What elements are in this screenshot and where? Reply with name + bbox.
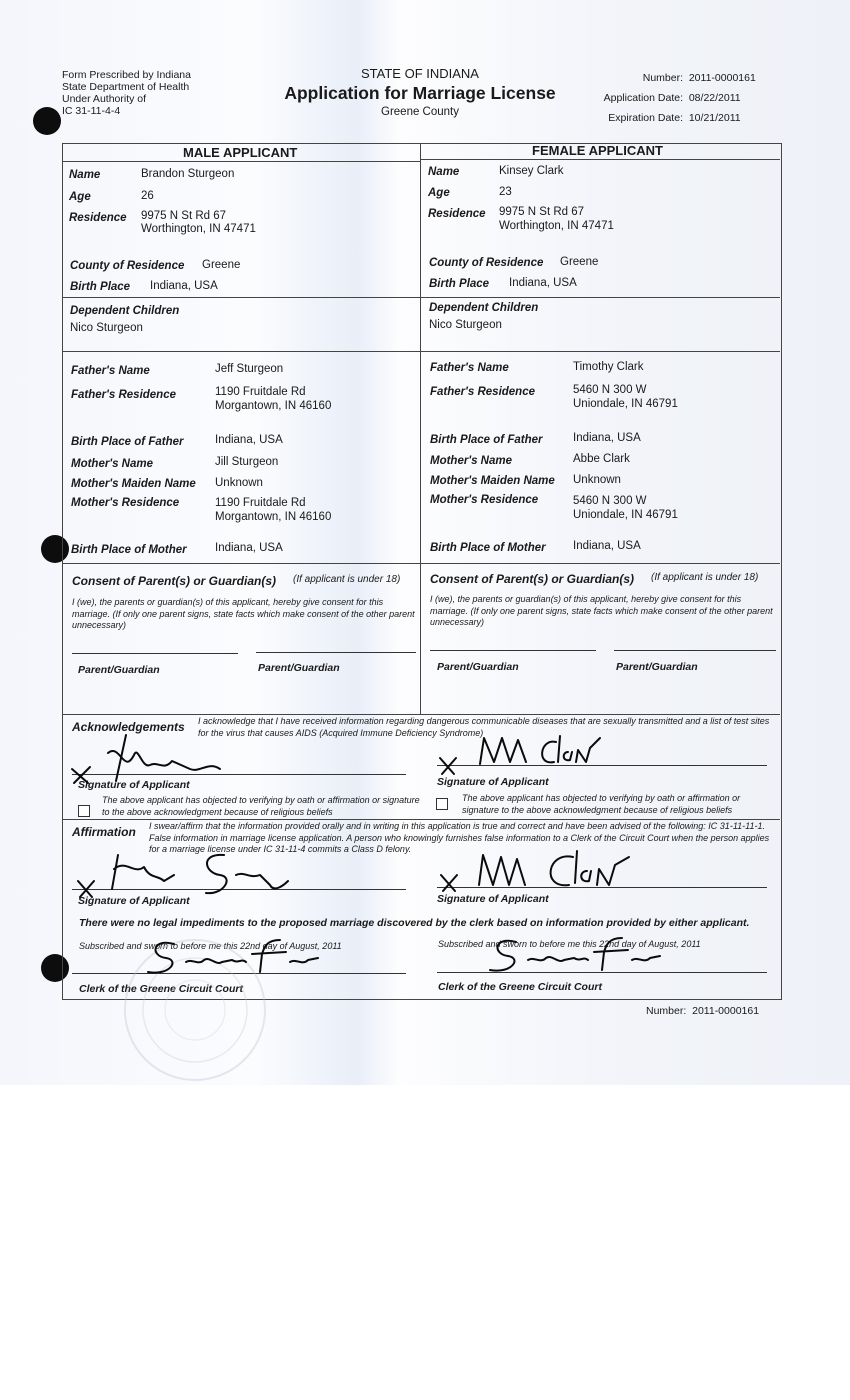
center-divider bbox=[420, 143, 421, 715]
male-objection-text: The above applicant has objected to verifying by oath or affirmation or signature to the above acknowledgment because of religious beliefs bbox=[102, 795, 420, 817]
female-ack-signature bbox=[436, 728, 616, 778]
male-county-label: County of Residence bbox=[70, 260, 185, 272]
expiration-date: 10/21/2011 bbox=[688, 112, 741, 124]
female-parent-signature-line-2 bbox=[614, 650, 776, 651]
application-date: 08/22/2011 bbox=[688, 92, 741, 104]
female-mother-maiden: Unknown bbox=[573, 474, 621, 486]
male-parent-guardian-label-2: Parent/Guardian bbox=[258, 662, 340, 674]
male-dependent-children: Nico Sturgeon bbox=[70, 322, 143, 334]
male-residence-line1: 9975 N St Rd 67 bbox=[141, 210, 227, 222]
female-county: Greene bbox=[560, 256, 599, 268]
male-mother-birth-label: Birth Place of Mother bbox=[71, 544, 187, 556]
footer-number-label: Number: bbox=[646, 1005, 687, 1017]
male-mother-maiden: Unknown bbox=[215, 477, 263, 489]
female-residence-label: Residence bbox=[428, 208, 486, 220]
male-affirm-signature bbox=[74, 845, 294, 905]
male-applicant-heading: MALE APPLICANT bbox=[183, 145, 298, 160]
female-parent-signature-line-1 bbox=[430, 650, 596, 651]
title-block bbox=[260, 66, 580, 118]
female-mother-maiden-label: Mother's Maiden Name bbox=[430, 475, 555, 487]
acknowledgements-title: Acknowledgements bbox=[72, 720, 185, 734]
female-mother-res-line2: Uniondale, IN 46791 bbox=[573, 509, 678, 521]
female-mother-residence-label: Mother's Residence bbox=[430, 494, 539, 506]
female-affirm-signature bbox=[437, 845, 637, 905]
acknowledgements-text: I acknowledge that I have received information regarding dangerous communicable diseases that are sexually transmitted and a list of test sites for the virus that causes AIDS (Acquired Immune Deficiency Syndrome) bbox=[198, 716, 770, 738]
female-objection-checkbox[interactable] bbox=[436, 798, 448, 810]
male-father-name: Jeff Sturgeon bbox=[215, 363, 284, 375]
no-impediments-statement: There were no legal impediments to the proposed marriage discovered by the clerk based on information provided by either applicant. bbox=[79, 917, 750, 929]
female-parent-guardian-label-2: Parent/Guardian bbox=[616, 661, 698, 673]
female-ack-signature-label: Signature of Applicant bbox=[437, 776, 549, 788]
female-consent-note: (If applicant is under 18) bbox=[651, 572, 759, 583]
male-clerk-signature bbox=[140, 932, 330, 982]
female-father-name: Timothy Clark bbox=[573, 361, 644, 373]
male-name: Brandon Sturgeon bbox=[141, 168, 235, 180]
male-birth-place-label: Birth Place bbox=[70, 281, 131, 293]
male-mother-res-line1: 1190 Fruitdale Rd bbox=[215, 497, 306, 509]
female-residence-line1: 9975 N St Rd 67 bbox=[499, 206, 585, 218]
form-prescribed-line: IC 31-11-4-4 bbox=[62, 105, 121, 117]
male-objection-checkbox[interactable] bbox=[78, 805, 90, 817]
female-dependent-children-label: Dependent Children bbox=[429, 302, 539, 314]
male-mother-name-label: Mother's Name bbox=[71, 458, 153, 470]
male-mother-name: Jill Sturgeon bbox=[215, 456, 279, 468]
male-dependent-children-label: Dependent Children bbox=[70, 305, 180, 317]
rule bbox=[62, 563, 780, 564]
female-father-name-label: Father's Name bbox=[430, 362, 509, 374]
rule bbox=[62, 714, 780, 715]
female-affirm-signature-label: Signature of Applicant bbox=[437, 893, 549, 905]
male-age: 26 bbox=[141, 190, 154, 202]
male-consent-title: Consent of Parent(s) or Guardian(s) bbox=[72, 574, 277, 588]
male-father-res-line2: Morgantown, IN 46160 bbox=[215, 400, 332, 412]
expiration-date-label: Expiration Date: bbox=[608, 112, 683, 124]
male-residence-label: Residence bbox=[69, 212, 127, 224]
male-father-res-line1: 1190 Fruitdale Rd bbox=[215, 386, 306, 398]
female-birth-place: Indiana, USA bbox=[509, 277, 577, 289]
male-father-birth-place: Indiana, USA bbox=[215, 434, 283, 446]
rule bbox=[62, 161, 420, 162]
male-father-birth-label: Birth Place of Father bbox=[71, 436, 184, 448]
female-parent-guardian-label-1: Parent/Guardian bbox=[437, 661, 519, 673]
license-number: 2011-0000161 bbox=[688, 72, 756, 84]
form-prescribed-line: Under Authority of bbox=[62, 93, 147, 105]
rule bbox=[420, 159, 780, 160]
number-label: Number: bbox=[642, 72, 683, 84]
female-mother-res-line1: 5460 N 300 W bbox=[573, 495, 647, 507]
female-father-birth-place: Indiana, USA bbox=[573, 432, 641, 444]
female-consent-title: Consent of Parent(s) or Guardian(s) bbox=[430, 572, 635, 586]
punch-hole-top bbox=[33, 107, 61, 135]
male-parent-guardian-label-1: Parent/Guardian bbox=[78, 664, 160, 676]
female-clerk-signature bbox=[482, 930, 672, 980]
county-title: Greene County bbox=[381, 106, 459, 118]
male-ack-signature bbox=[68, 725, 248, 785]
affirmation-text: I swear/affirm that the information provided orally and in writing in this application is true and correct and have been advised of the following: IC 31-11-11-1. False information in marriage license application. A person who knowingly furnishes false information to a Clerk of the Circuit Court when the person applies for a marriage license under IC 31-11-4 commits a Class D felony. bbox=[149, 821, 770, 854]
male-parent-signature-line-1 bbox=[72, 653, 238, 654]
female-objection-text: The above applicant has objected to verifying by oath or affirmation or signature to the above acknowledgment because of religious beliefs bbox=[462, 793, 741, 815]
female-name-label: Name bbox=[428, 166, 460, 178]
male-mother-residence-label: Mother's Residence bbox=[71, 497, 180, 509]
female-father-birth-label: Birth Place of Father bbox=[430, 434, 543, 446]
form-prescribed-line: State Department of Health bbox=[62, 81, 190, 93]
male-residence-line2: Worthington, IN 47471 bbox=[141, 223, 256, 235]
female-mother-birth-place: Indiana, USA bbox=[573, 540, 641, 552]
female-mother-name-label: Mother's Name bbox=[430, 455, 512, 467]
male-affirm-signature-label: Signature of Applicant bbox=[78, 895, 190, 907]
rule bbox=[62, 351, 780, 352]
female-father-residence-label: Father's Residence bbox=[430, 386, 535, 398]
page-title: Application for Marriage License bbox=[284, 83, 556, 103]
male-parent-signature-line-2 bbox=[256, 652, 416, 653]
female-mother-name: Abbe Clark bbox=[573, 453, 630, 465]
female-father-res-line1: 5460 N 300 W bbox=[573, 384, 647, 396]
male-father-name-label: Father's Name bbox=[71, 365, 150, 377]
female-mother-birth-label: Birth Place of Mother bbox=[430, 542, 546, 554]
male-mother-birth-place: Indiana, USA bbox=[215, 542, 283, 554]
rule bbox=[62, 819, 780, 820]
male-county: Greene bbox=[202, 259, 241, 271]
male-subscribed-text: Subscribed and sworn to before me this 22nd day of August, 2011 bbox=[79, 941, 342, 951]
female-county-label: County of Residence bbox=[429, 257, 544, 269]
state-title: STATE OF INDIANA bbox=[361, 66, 479, 81]
male-consent-text: I (we), the parents or guardian(s) of this applicant, hereby give consent for this marriage. (If only one parent signs, state facts which make consent of the other parent unnecessary) bbox=[72, 597, 415, 630]
male-mother-maiden-label: Mother's Maiden Name bbox=[71, 478, 196, 490]
footer-number: 2011-0000161 bbox=[692, 1005, 760, 1017]
female-applicant-heading: FEMALE APPLICANT bbox=[532, 143, 663, 158]
female-age: 23 bbox=[499, 186, 512, 198]
footer-number-block bbox=[646, 1005, 759, 1017]
male-father-residence-label: Father's Residence bbox=[71, 389, 176, 401]
female-subscribed-text: Subscribed and sworn to before me this 22nd day of August, 2011 bbox=[438, 939, 701, 949]
male-age-label: Age bbox=[69, 191, 91, 203]
male-mother-res-line2: Morgantown, IN 46160 bbox=[215, 511, 332, 523]
application-date-label: Application Date: bbox=[603, 92, 683, 104]
form-prescribed-line: Form Prescribed by Indiana bbox=[62, 69, 191, 81]
rule bbox=[62, 297, 780, 298]
female-name: Kinsey Clark bbox=[499, 165, 564, 177]
female-birth-place-label: Birth Place bbox=[429, 278, 490, 290]
female-age-label: Age bbox=[428, 187, 450, 199]
male-consent-note: (If applicant is under 18) bbox=[293, 574, 401, 585]
female-residence-line2: Worthington, IN 47471 bbox=[499, 220, 614, 232]
header-meta bbox=[590, 68, 756, 128]
male-clerk-label: Clerk of the Greene Circuit Court bbox=[79, 983, 243, 995]
female-dependent-children: Nico Sturgeon bbox=[429, 319, 502, 331]
female-father-res-line2: Uniondale, IN 46791 bbox=[573, 398, 678, 410]
form-prescribed-block bbox=[62, 69, 191, 117]
female-consent-text: I (we), the parents or guardian(s) of this applicant, hereby give consent for this marriage. (If only one parent signs, state facts which make consent of the other parent unnecessary) bbox=[430, 594, 773, 627]
male-birth-place: Indiana, USA bbox=[150, 280, 218, 292]
male-name-label: Name bbox=[69, 169, 101, 181]
male-ack-signature-label: Signature of Applicant bbox=[78, 779, 190, 791]
female-clerk-label: Clerk of the Greene Circuit Court bbox=[438, 981, 602, 993]
affirmation-title: Affirmation bbox=[72, 825, 136, 839]
